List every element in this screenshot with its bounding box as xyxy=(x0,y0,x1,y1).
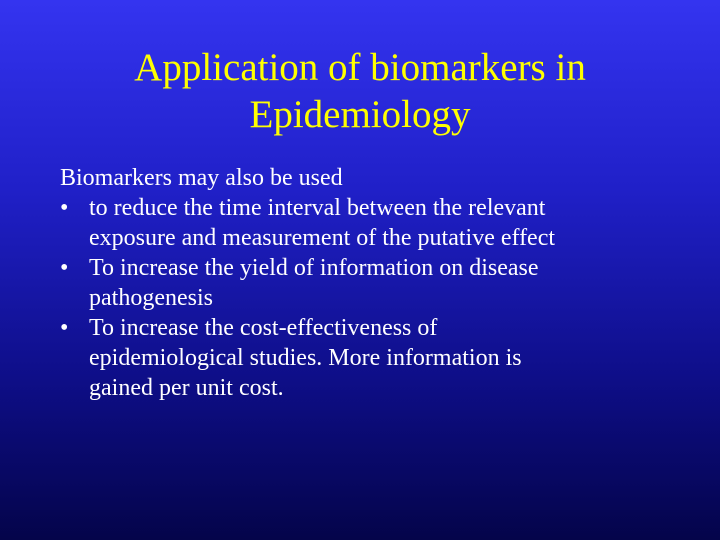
slide-body xyxy=(60,163,700,403)
bullet-item xyxy=(60,313,700,403)
intro-text: Biomarkers may also be used xyxy=(60,165,343,191)
bullet-1-line-2: exposure and measurement of the putative effect xyxy=(89,225,556,251)
bullet-2-line-2: pathogenesis xyxy=(89,285,213,311)
slide-title-line-1: Application of biomarkers in xyxy=(134,46,586,89)
slide-title-line-2: Epidemiology xyxy=(249,93,471,136)
bullet-2-line-1: To increase the yield of information on disease xyxy=(89,255,539,281)
bullet-item xyxy=(60,253,700,313)
bullet-icon: • xyxy=(60,315,69,341)
bullet-list xyxy=(60,193,700,403)
bullet-3-line-3: gained per unit cost. xyxy=(89,375,284,401)
bullet-icon: • xyxy=(60,195,69,221)
bullet-1-line-1: to reduce the time interval between the relevant xyxy=(89,195,546,221)
slide-title xyxy=(40,44,680,138)
bullet-3-line-2: epidemiological studies. More information is xyxy=(89,345,522,371)
bullet-icon: • xyxy=(60,255,69,281)
bullet-3-line-1: To increase the cost-effectiveness of xyxy=(89,315,438,341)
bullet-item xyxy=(60,193,700,253)
